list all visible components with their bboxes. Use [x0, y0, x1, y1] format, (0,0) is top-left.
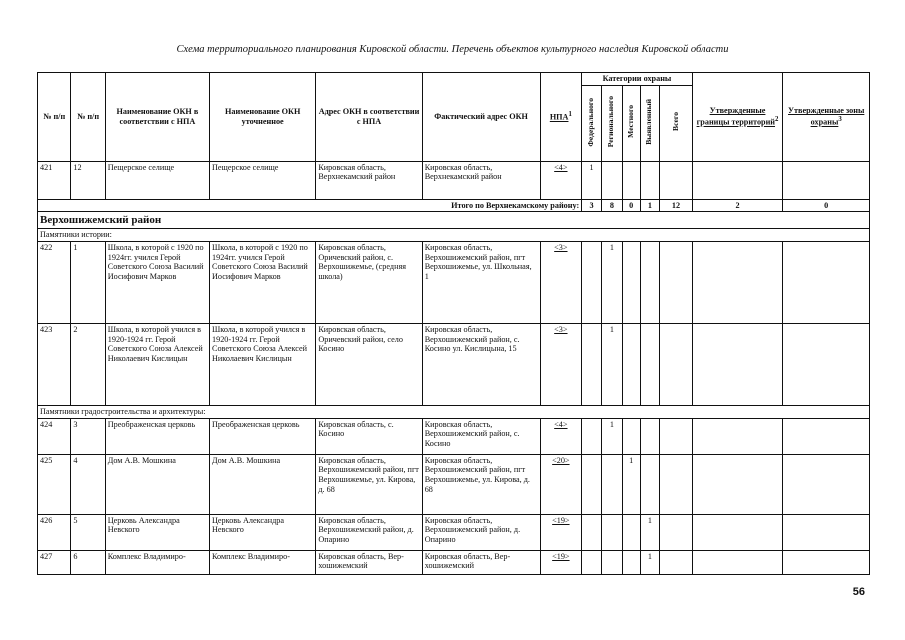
table-row — [38, 418, 870, 454]
row-name-refined: Дом А.В. Мошкина — [210, 454, 316, 514]
row-name-refined: Школа, в которой учился в 1920-1924 гг. Герой Советского Союза Алексей Николаевич Кислицын — [210, 323, 316, 405]
header-cat-local: Местного — [622, 85, 640, 161]
section-history: Памятники истории: — [38, 229, 870, 242]
header-address-actual: Фактический адрес ОКН — [422, 73, 540, 162]
header-name-npa: Наименование ОКН в соответствии с НПА — [105, 73, 209, 162]
row-borders-cell — [692, 323, 783, 405]
row-borders-cell — [692, 241, 783, 323]
row-num2: 5 — [71, 514, 105, 550]
heritage-table — [37, 72, 870, 575]
section-architecture: Памятники градостроительства и архитектуры: — [38, 405, 870, 418]
table-row — [38, 241, 870, 323]
row-total-cell — [660, 550, 692, 574]
row-total-cell — [660, 514, 692, 550]
row-num2: 6 — [71, 550, 105, 574]
header-cat-regional: Регионального — [602, 85, 623, 161]
row-name-refined: Комплекс Владимиро- — [210, 550, 316, 574]
row-address: Кировская область, Верхошижемский район, пгт Верхошижемье, ул. Кирова, д. 68 — [316, 454, 422, 514]
row-borders-cell — [692, 514, 783, 550]
row-npa: <19> — [540, 514, 582, 550]
header-address-npa: Адрес ОКН в соответствии с НПА — [316, 73, 422, 162]
row-num: 425 — [38, 454, 71, 514]
row-local: 1 — [622, 454, 640, 514]
row-regional: 1 — [602, 323, 623, 405]
row-num2: 1 — [71, 241, 105, 323]
header-cat-total: Всего — [660, 85, 692, 161]
row-npa: <3> — [540, 241, 582, 323]
row-zones-cell — [783, 550, 870, 574]
row-name-refined: Преображенская церковь — [210, 418, 316, 454]
total-zones: 0 — [783, 199, 870, 212]
row-npa: <19> — [540, 550, 582, 574]
page-number: 56 — [852, 586, 865, 598]
row-identified — [640, 161, 660, 199]
row-address-actual: Кировская область, Верхошижемский район, д. Опарино — [422, 514, 540, 550]
row-total-cell — [660, 161, 692, 199]
total-regional: 8 — [602, 199, 623, 212]
total-identified: 1 — [640, 199, 660, 212]
header-approved-borders: Утвержденные границы территорий$^2$ — [692, 73, 783, 162]
district-heading: Верхошижемский район — [38, 212, 870, 229]
row-address-actual: Кировская область, Верхошижемский район, с. Косино ул. Кислицына, 15 — [422, 323, 540, 405]
row-npa: <3> — [540, 323, 582, 405]
total-borders: 2 — [692, 199, 783, 212]
header-cat-federal: Федерального — [582, 85, 602, 161]
row-federal — [582, 418, 602, 454]
row-local — [622, 418, 640, 454]
row-federal: 1 — [582, 161, 602, 199]
row-name-refined: Школа, в которой с 1920 по 1924гг. учился Герой Советского Союза Василий Иосифович Марков — [210, 241, 316, 323]
row-federal — [582, 454, 602, 514]
row-name: Преображенская церковь — [105, 418, 209, 454]
row-local — [622, 161, 640, 199]
row-zones-cell — [783, 323, 870, 405]
row-address: Кировская область, Верхошижемский район, д. Опарино — [316, 514, 422, 550]
row-regional: 1 — [602, 418, 623, 454]
row-regional — [602, 454, 623, 514]
row-name: Комплекс Владимиро- — [105, 550, 209, 574]
total-row — [38, 199, 870, 212]
row-num2: 2 — [71, 323, 105, 405]
row-total-cell — [660, 454, 692, 514]
section-row — [38, 229, 870, 242]
row-address-actual: Кировская область, Верхошижемский район, пгт Верхошижемье, ул. Школьная, 1 — [422, 241, 540, 323]
row-borders-cell — [692, 161, 783, 199]
total-federal: 3 — [582, 199, 602, 212]
row-borders-cell — [692, 550, 783, 574]
header-categories-group: Категории охраны — [582, 73, 692, 86]
total-all: 12 — [660, 199, 692, 212]
row-local — [622, 550, 640, 574]
row-total-cell — [660, 418, 692, 454]
row-num: 424 — [38, 418, 71, 454]
row-name-refined: Церковь Александра Невского — [210, 514, 316, 550]
row-npa: <4> — [540, 161, 582, 199]
row-address: Кировская область, Оричевский район, с. Верхошижемье, (средняя школа) — [316, 241, 422, 323]
row-identified — [640, 454, 660, 514]
header-num-pp: № п/п — [38, 73, 71, 162]
row-regional — [602, 161, 623, 199]
row-address: Кировская область, Верхнекамский район — [316, 161, 422, 199]
total-local: 0 — [622, 199, 640, 212]
row-address-actual: Кировская область, Верхошижемский район, с. Косино — [422, 418, 540, 454]
header-num-pp-2: № п/п — [71, 73, 105, 162]
row-name: Школа, в которой учился в 1920-1924 гг. Герой Советского Союза Алексей Николаевич Кислицын — [105, 323, 209, 405]
row-total-cell — [660, 241, 692, 323]
row-regional — [602, 550, 623, 574]
district-row — [38, 212, 870, 229]
row-zones-cell — [783, 241, 870, 323]
row-npa: <4> — [540, 418, 582, 454]
row-name: Школа, в которой с 1920 по 1924гг. учился Герой Советского Союза Василий Иосифович Марков — [105, 241, 209, 323]
row-name-refined: Пещерское селище — [210, 161, 316, 199]
row-federal — [582, 550, 602, 574]
row-num: 427 — [38, 550, 71, 574]
row-num: 426 — [38, 514, 71, 550]
row-num: 423 — [38, 323, 71, 405]
row-federal — [582, 323, 602, 405]
row-num: 422 — [38, 241, 71, 323]
table-row — [38, 454, 870, 514]
row-identified — [640, 418, 660, 454]
table-row — [38, 161, 870, 199]
row-federal — [582, 514, 602, 550]
row-identified — [640, 323, 660, 405]
row-zones-cell — [783, 161, 870, 199]
row-regional: 1 — [602, 241, 623, 323]
row-address: Кировская область, Оричевский район, село Косино — [316, 323, 422, 405]
row-borders-cell — [692, 418, 783, 454]
row-local — [622, 241, 640, 323]
table-row — [38, 323, 870, 405]
row-num2: 12 — [71, 161, 105, 199]
header-npa: НПА$^1$ — [540, 73, 582, 162]
row-zones-cell — [783, 514, 870, 550]
row-local — [622, 514, 640, 550]
row-regional — [602, 514, 623, 550]
row-borders-cell — [692, 454, 783, 514]
header-cat-identified: Выявленный — [640, 85, 660, 161]
row-address-actual: Кировская область, Вер-хошижемский — [422, 550, 540, 574]
row-name: Пещерское селище — [105, 161, 209, 199]
row-local — [622, 323, 640, 405]
row-npa: <20> — [540, 454, 582, 514]
row-federal — [582, 241, 602, 323]
table-row — [38, 550, 870, 574]
row-zones-cell — [783, 418, 870, 454]
row-num2: 3 — [71, 418, 105, 454]
row-address-actual: Кировская область, Верхошижемский район, пгт Верхошижемье, ул. Кирова, д. 68 — [422, 454, 540, 514]
row-address: Кировская область, Вер-хошижемский — [316, 550, 422, 574]
row-zones-cell — [783, 454, 870, 514]
row-name: Дом А.В. Мошкина — [105, 454, 209, 514]
table-row — [38, 514, 870, 550]
row-name: Церковь Александра Невского — [105, 514, 209, 550]
header-name-refined: Наименование ОКН уточненное — [210, 73, 316, 162]
row-identified — [640, 241, 660, 323]
row-total-cell — [660, 323, 692, 405]
row-identified: 1 — [640, 514, 660, 550]
section-row — [38, 405, 870, 418]
total-label: Итого по Верхнекамскому району: — [38, 199, 582, 212]
row-num2: 4 — [71, 454, 105, 514]
row-num: 421 — [38, 161, 71, 199]
row-address-actual: Кировская область, Верхнекамский район — [422, 161, 540, 199]
header-approved-zones: Утвержденные зоны охраны$^3$ — [783, 73, 870, 162]
document-title: Схема территориального планирования Кировской области. Перечень объектов культурного наследия Кировской области — [176, 44, 729, 55]
row-identified: 1 — [640, 550, 660, 574]
row-address: Кировская область, с. Косино — [316, 418, 422, 454]
